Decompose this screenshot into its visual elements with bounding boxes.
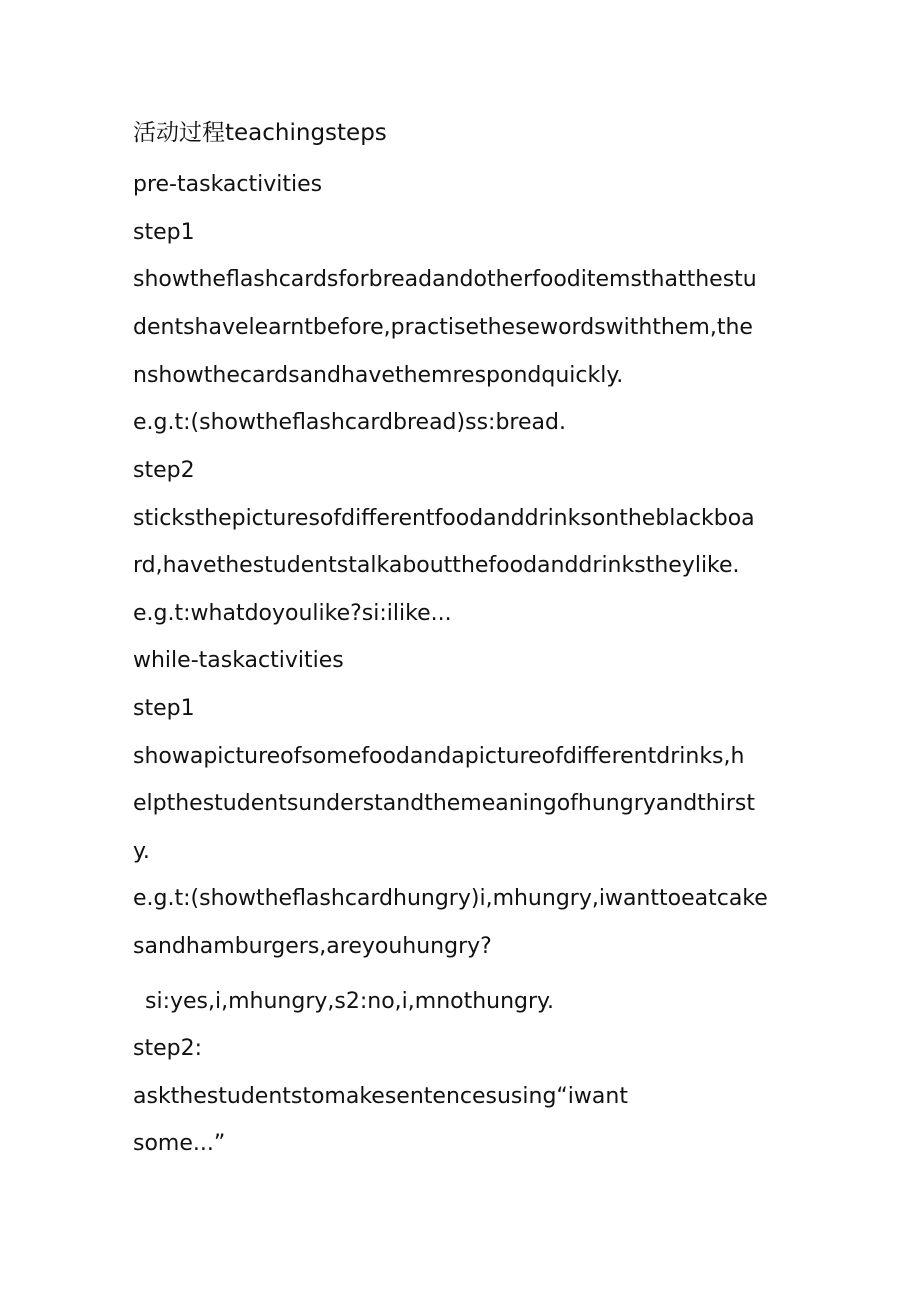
step-heading: step2 — [133, 458, 195, 483]
paragraph-line: askthestudentstomakesentencesusing“iwant — [133, 1084, 628, 1109]
phase-heading: while-taskactivities — [133, 648, 344, 673]
step-heading: step2: — [133, 1036, 202, 1061]
example-line: e.g.t:(showtheflashcardbread)ss:bread. — [133, 410, 566, 435]
step-heading: step1 — [133, 696, 195, 721]
example-line: e.g.t:whatdoyoulike?si:ilike... — [133, 601, 452, 626]
paragraph-line: dentshavelearntbefore,practisethesewordswiththem,the — [133, 315, 753, 340]
paragraph-line: some...” — [133, 1131, 226, 1156]
example-line: e.g.t:(showtheflashcardhungry)i,mhungry,iwanttoeatcake — [133, 886, 768, 911]
paragraph-line: showtheflashcardsforbreadandotherfooditemsthatthestu — [133, 267, 757, 292]
paragraph-line: nshowthecardsandhavethemrespondquickly. — [133, 363, 624, 388]
step-heading: step1 — [133, 220, 195, 245]
paragraph-line: y. — [133, 839, 150, 864]
example-line: si:yes,i,mhungry,s2:no,i,mnothungry. — [145, 989, 554, 1014]
example-line: sandhamburgers,areyouhungry? — [133, 934, 492, 959]
section-title: 活动过程teachingsteps — [133, 120, 387, 146]
paragraph-line: showapictureofsomefoodandapictureofdifferentdrinks,h — [133, 744, 745, 769]
phase-heading: pre-taskactivities — [133, 172, 323, 197]
paragraph-line: elpthestudentsunderstandthemeaningofhungryandthirst — [133, 791, 755, 816]
paragraph-line: rd,havethestudentstalkaboutthefoodanddrinkstheylike. — [133, 553, 740, 578]
paragraph-line: sticksthepicturesofdifferentfoodanddrinksontheblackboa — [133, 506, 755, 531]
